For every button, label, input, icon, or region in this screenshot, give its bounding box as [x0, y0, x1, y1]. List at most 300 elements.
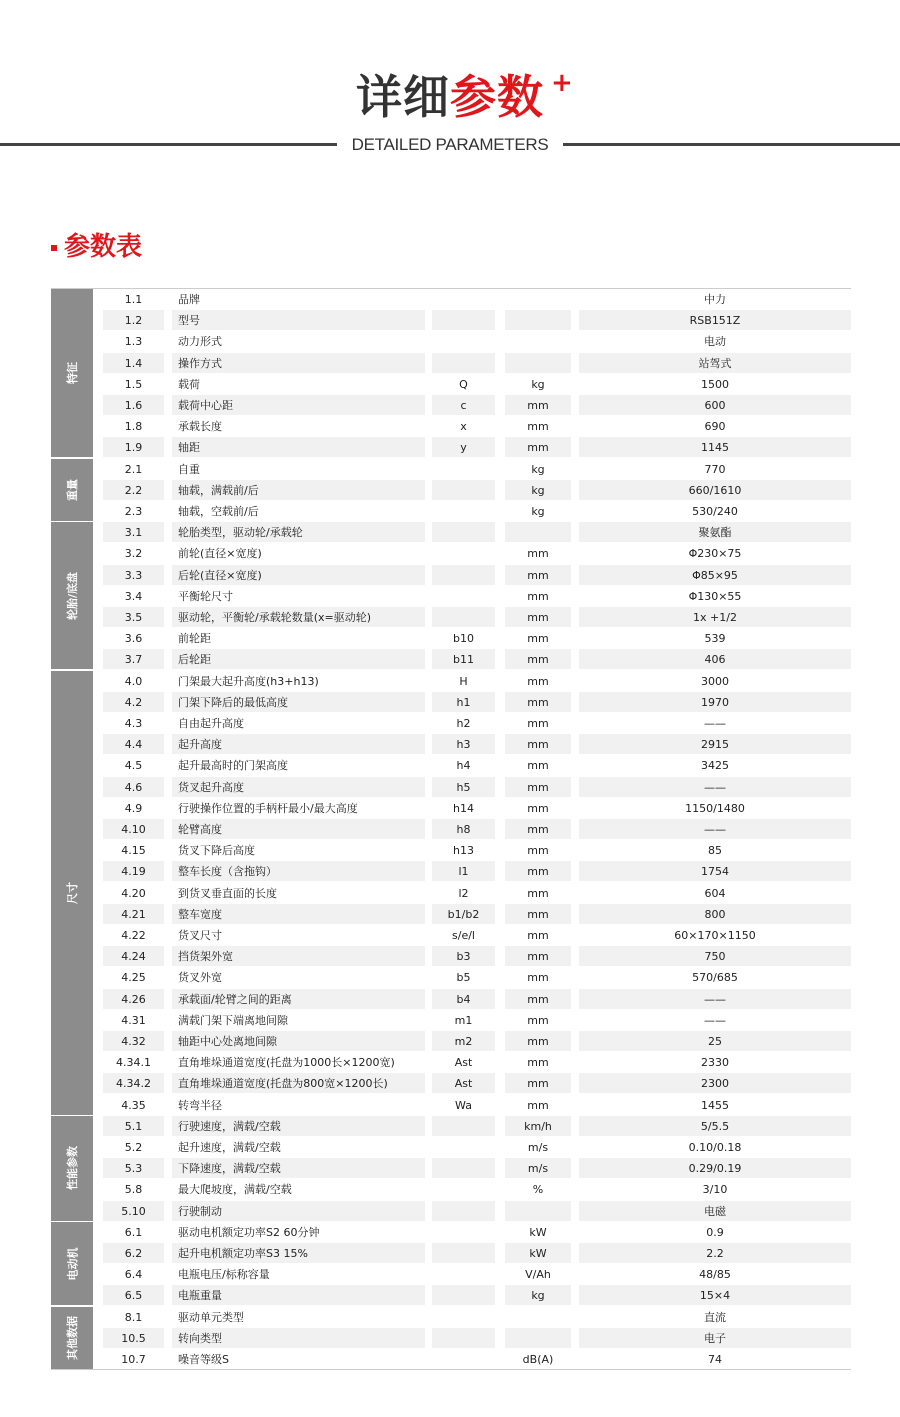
param-value: 3000	[701, 674, 729, 688]
table-row	[103, 1073, 851, 1094]
param-name: 货叉尺寸	[178, 929, 222, 942]
param-unit: mm	[505, 989, 571, 1009]
param-name: 满载门架下端离地间隙	[178, 1013, 288, 1027]
table-row	[103, 777, 851, 798]
param-symbol: h14	[453, 801, 474, 815]
param-unit: mm	[505, 777, 571, 797]
param-name: 转向类型	[172, 1328, 425, 1348]
param-unit: mm	[527, 1013, 549, 1027]
param-value: 中力	[704, 293, 726, 306]
param-symbol: b5	[456, 971, 471, 985]
param-number: 5.10	[103, 1201, 164, 1221]
param-name: 行驶制动	[172, 1201, 425, 1221]
table-row	[103, 522, 851, 543]
param-symbol: x	[460, 420, 467, 434]
param-symbol	[432, 586, 495, 606]
table-row	[103, 310, 851, 331]
param-number: 1.1	[124, 293, 143, 306]
param-number: 3.6	[124, 632, 143, 646]
table-row	[103, 967, 851, 988]
param-number: 4.25	[121, 971, 146, 985]
param-value: 604	[704, 886, 726, 900]
group-label-cell	[51, 459, 93, 521]
param-value: 电子	[579, 1328, 851, 1348]
param-name: 轴载，空载前/后	[178, 505, 259, 518]
param-symbol: b11	[432, 649, 495, 669]
param-name: 直角堆垛通道宽度(托盘为800宽×1200长)	[172, 1073, 425, 1093]
param-unit: mm	[505, 861, 571, 881]
param-symbol: Ast	[454, 1056, 473, 1070]
param-symbol	[432, 1222, 495, 1242]
table-row	[103, 480, 851, 501]
table-row	[103, 925, 851, 946]
section-marker-icon	[51, 245, 57, 251]
param-unit	[505, 522, 571, 542]
param-name: 自重	[178, 462, 200, 476]
param-unit: mm	[527, 632, 549, 646]
param-unit: %	[532, 1183, 544, 1197]
param-unit: mm	[527, 759, 549, 773]
param-unit: kg	[531, 462, 545, 476]
param-symbol	[432, 310, 495, 330]
param-unit: mm	[505, 734, 571, 754]
table-row	[103, 840, 851, 861]
param-number: 4.15	[121, 844, 146, 858]
param-name: 驱动单元类型	[178, 1310, 244, 1324]
param-number: 4.26	[103, 989, 164, 1009]
param-number: 4.31	[121, 1013, 146, 1027]
param-value: 570/685	[692, 971, 738, 985]
table-row	[103, 416, 851, 437]
param-name: 挡货架外宽	[172, 946, 425, 966]
table-row	[103, 1285, 851, 1306]
param-unit: mm	[505, 437, 571, 457]
param-number: 4.22	[121, 929, 146, 942]
table-row	[103, 1328, 851, 1349]
param-symbol	[432, 331, 495, 351]
param-name: 品牌	[178, 293, 200, 306]
param-value: 25	[579, 1031, 851, 1051]
param-number: 4.3	[124, 717, 143, 730]
param-name: 转弯半径	[178, 1098, 222, 1112]
table-row	[103, 374, 851, 395]
param-name: 整车宽度	[172, 904, 425, 924]
param-unit: mm	[505, 649, 571, 669]
param-symbol: h5	[432, 777, 495, 797]
table-row	[103, 628, 851, 649]
param-value: Φ130×55	[688, 589, 742, 603]
param-value: 2.2	[579, 1243, 851, 1263]
param-number: 1.9	[103, 437, 164, 457]
param-value: 3425	[701, 759, 729, 773]
param-unit: mm	[527, 420, 549, 434]
param-value: 直流	[704, 1310, 726, 1324]
title-red-part: 参数	[450, 70, 544, 124]
table-row	[103, 649, 851, 670]
param-name: 电瓶电压/标称容量	[178, 1268, 270, 1282]
table-row	[103, 946, 851, 967]
param-symbol	[432, 1264, 495, 1284]
param-number: 4.21	[103, 904, 164, 924]
param-number: 4.5	[124, 759, 143, 773]
param-name: 驱动轮，平衡轮/承载轮数量(x=驱动轮)	[172, 607, 425, 627]
table-row	[103, 671, 851, 692]
table-row	[103, 437, 851, 458]
param-unit	[505, 310, 571, 330]
param-unit	[505, 289, 571, 309]
param-unit	[505, 1328, 571, 1348]
param-name: 起升速度，满载/空载	[178, 1141, 281, 1154]
param-symbol	[432, 1158, 495, 1178]
param-symbol: y	[432, 437, 495, 457]
table-row	[103, 1264, 851, 1285]
table-row	[103, 755, 851, 776]
param-unit: kg	[531, 377, 545, 391]
param-symbol	[432, 1285, 495, 1305]
table-row	[103, 543, 851, 564]
param-number: 5.8	[124, 1183, 143, 1197]
param-name: 轮胎类型，驱动轮/承载轮	[172, 522, 425, 542]
table-row	[103, 1010, 851, 1031]
param-unit: mm	[505, 946, 571, 966]
page-subtitle: DETAILED PARAMETERS	[351, 135, 549, 154]
plus-icon: +	[551, 68, 573, 98]
param-symbol	[432, 565, 495, 585]
table-row	[103, 713, 851, 734]
table-row	[103, 1052, 851, 1073]
param-symbol: Ast	[432, 1073, 495, 1093]
param-number: 4.32	[103, 1031, 164, 1051]
param-number: 1.4	[103, 353, 164, 373]
param-number: 3.7	[103, 649, 164, 669]
table-bottom-border	[51, 1369, 851, 1370]
param-symbol	[432, 607, 495, 627]
table-row	[103, 861, 851, 882]
param-unit: kW	[529, 1225, 547, 1239]
table-row	[103, 883, 851, 904]
param-number: 4.19	[103, 861, 164, 881]
param-number: 4.2	[103, 692, 164, 712]
group-label: 特征	[66, 362, 79, 385]
param-value: 1500	[701, 377, 729, 391]
param-value: 电动	[704, 335, 726, 349]
param-value: 85	[708, 844, 722, 858]
param-name: 前轮距	[178, 632, 211, 646]
param-number: 5.1	[103, 1116, 164, 1136]
param-value: 750	[579, 946, 851, 966]
param-name: 平衡轮尺寸	[178, 589, 233, 603]
table-row	[103, 904, 851, 925]
table-row	[103, 1158, 851, 1179]
param-unit: mm	[505, 1031, 571, 1051]
param-name: 起升高度	[172, 734, 425, 754]
param-name: 载荷	[178, 377, 200, 391]
param-unit: mm	[527, 717, 549, 730]
param-number: 3.1	[103, 522, 164, 542]
param-symbol	[432, 289, 495, 309]
param-value: 770	[704, 462, 726, 476]
param-unit: km/h	[505, 1116, 571, 1136]
param-name: 操作方式	[172, 353, 425, 373]
param-value: 800	[579, 904, 851, 924]
param-number: 10.5	[103, 1328, 164, 1348]
param-name: 驱动电机额定功率S2 60分钟	[178, 1225, 320, 1239]
param-symbol	[432, 1116, 495, 1136]
param-number: 3.3	[103, 565, 164, 585]
table-row	[103, 1116, 851, 1137]
param-name: 轴距中心处离地间隙	[172, 1031, 425, 1051]
param-unit	[505, 1307, 571, 1327]
param-number: 4.4	[103, 734, 164, 754]
param-symbol: Q	[459, 377, 468, 391]
param-value: 聚氨酯	[579, 522, 851, 542]
param-unit: mm	[527, 886, 549, 900]
param-unit	[505, 1201, 571, 1221]
param-name: 型号	[172, 310, 425, 330]
param-name: 到货叉垂直面的长度	[178, 886, 277, 900]
group-label: 尺寸	[66, 881, 79, 904]
param-name: 门架下降后的最低高度	[172, 692, 425, 712]
param-unit: m/s	[505, 1158, 571, 1178]
param-unit: mm	[505, 565, 571, 585]
param-unit: mm	[527, 674, 549, 688]
param-number: 6.1	[124, 1225, 143, 1239]
param-value: 530/240	[692, 505, 738, 518]
param-number: 4.9	[124, 801, 143, 815]
table-row	[103, 1307, 851, 1328]
param-value: RSB151Z	[579, 310, 851, 330]
param-symbol: h3	[432, 734, 495, 754]
param-name: 整车长度（含拖钩）	[172, 861, 425, 881]
param-unit: mm	[527, 844, 549, 858]
param-number: 2.1	[124, 462, 143, 476]
group-label-cell	[51, 1307, 93, 1369]
param-value: 690	[704, 420, 726, 434]
group-label: 轮胎/底盘	[66, 571, 79, 620]
param-value: Φ230×75	[688, 547, 742, 561]
group-label-cell	[51, 1116, 93, 1221]
page-title	[0, 62, 900, 132]
param-unit: mm	[527, 929, 549, 942]
param-symbol	[432, 522, 495, 542]
param-name: 自由起升高度	[178, 717, 244, 730]
param-value: 1455	[701, 1098, 729, 1112]
param-unit: mm	[505, 692, 571, 712]
param-value: 3/10	[702, 1183, 728, 1197]
param-number: 5.3	[103, 1158, 164, 1178]
param-name: 门架最大起升高度(h3+h13)	[178, 674, 319, 688]
table-row	[103, 565, 851, 586]
table-row	[103, 1179, 851, 1200]
param-number: 8.1	[124, 1310, 143, 1324]
param-unit: mm	[527, 801, 549, 815]
param-symbol: c	[432, 395, 495, 415]
table-row	[103, 1137, 851, 1158]
param-value: 电磁	[579, 1201, 851, 1221]
param-symbol: H	[459, 674, 468, 688]
param-symbol: h4	[456, 759, 471, 773]
param-value: 站驾式	[579, 353, 851, 373]
group-label-cell	[51, 522, 93, 669]
param-number: 2.3	[124, 505, 143, 518]
param-symbol: b3	[432, 946, 495, 966]
table-row	[103, 1201, 851, 1222]
param-unit: mm	[505, 1073, 571, 1093]
param-number: 4.20	[121, 886, 146, 900]
param-symbol: h13	[453, 844, 474, 858]
param-symbol: m2	[432, 1031, 495, 1051]
param-number: 2.2	[103, 480, 164, 500]
table-row	[103, 353, 851, 374]
param-value: 2330	[701, 1056, 729, 1070]
param-value: 539	[704, 632, 726, 646]
param-symbol: m1	[454, 1013, 473, 1027]
param-symbol	[432, 1179, 495, 1199]
table-row	[103, 289, 851, 310]
param-number: 1.2	[103, 310, 164, 330]
param-symbol	[432, 480, 495, 500]
param-symbol	[432, 1201, 495, 1221]
param-number: 4.6	[103, 777, 164, 797]
param-symbol: b1/b2	[432, 904, 495, 924]
table-row	[103, 1222, 851, 1243]
param-name: 行驶速度，满载/空载	[172, 1116, 425, 1136]
param-unit: kg	[531, 505, 545, 518]
param-value: 660/1610	[579, 480, 851, 500]
param-value: Φ85×95	[579, 565, 851, 585]
param-name: 轴距	[172, 437, 425, 457]
param-name: 后轮(直径×宽度)	[172, 565, 425, 585]
param-value: 15×4	[579, 1285, 851, 1305]
param-name: 下降速度，满载/空载	[172, 1158, 425, 1178]
param-value: 1754	[579, 861, 851, 881]
param-number: 4.10	[103, 819, 164, 839]
param-name: 噪音等级S	[178, 1353, 229, 1366]
param-unit: mm	[505, 819, 571, 839]
param-number: 6.5	[103, 1285, 164, 1305]
param-symbol	[432, 1307, 495, 1327]
param-value: 5/5.5	[579, 1116, 851, 1136]
group-label: 电动机	[66, 1247, 79, 1281]
param-name: 轮臂高度	[172, 819, 425, 839]
param-unit	[505, 353, 571, 373]
param-name: 前轮(直径×宽度)	[178, 547, 262, 561]
param-symbol: h1	[432, 692, 495, 712]
param-unit: kg	[505, 480, 571, 500]
param-unit: mm	[527, 971, 549, 985]
table-row	[103, 331, 851, 352]
group-label: 性能参数	[66, 1146, 79, 1191]
param-unit: mm	[505, 904, 571, 924]
param-value: ——	[579, 989, 851, 1009]
param-name: 承载长度	[178, 420, 222, 434]
param-unit	[505, 331, 571, 351]
table-row	[103, 395, 851, 416]
param-number: 1.3	[124, 335, 143, 349]
param-symbol: h2	[456, 717, 471, 730]
param-number: 1.6	[103, 395, 164, 415]
table-row	[103, 798, 851, 819]
param-unit: kW	[505, 1243, 571, 1263]
param-value: ——	[579, 777, 851, 797]
param-name: 直角堆垛通道宽度(托盘为1000长×1200宽)	[178, 1056, 395, 1070]
param-symbol	[432, 1349, 495, 1369]
param-symbol: h8	[432, 819, 495, 839]
param-value: 74	[708, 1353, 722, 1366]
param-unit: mm	[527, 1056, 549, 1070]
param-number: 1.8	[124, 420, 143, 434]
table-row	[103, 734, 851, 755]
param-number: 3.2	[124, 547, 143, 561]
table-row	[103, 1243, 851, 1264]
param-number: 6.4	[124, 1268, 143, 1282]
param-number: 6.2	[103, 1243, 164, 1263]
param-number: 10.7	[121, 1353, 146, 1366]
param-name: 起升最高时的门架高度	[178, 759, 288, 773]
param-value: 0.9	[706, 1225, 724, 1239]
param-unit: dB(A)	[522, 1353, 554, 1366]
param-number: 4.0	[124, 674, 143, 688]
table-row	[103, 1349, 851, 1370]
param-symbol	[432, 459, 495, 479]
param-name: 载荷中心距	[172, 395, 425, 415]
param-number: 3.4	[124, 589, 143, 603]
param-name: 最大爬坡度，满载/空载	[178, 1183, 292, 1197]
param-symbol: s/e/l	[452, 929, 475, 942]
param-value: 1145	[579, 437, 851, 457]
param-value: ——	[579, 819, 851, 839]
table-row	[103, 692, 851, 713]
group-label-cell	[51, 289, 93, 457]
param-number: 5.2	[124, 1141, 143, 1154]
group-label: 其他数据	[66, 1315, 79, 1360]
param-name: 行驶操作位置的手柄杆最小/最大高度	[178, 801, 358, 815]
table-row	[103, 989, 851, 1010]
param-symbol	[432, 543, 495, 563]
table-row	[103, 586, 851, 607]
param-name: 货叉下降后高度	[178, 844, 255, 858]
title-dark-part: 详细	[356, 70, 450, 124]
param-value: 0.10/0.18	[688, 1141, 742, 1154]
param-symbol	[432, 1328, 495, 1348]
param-name: 货叉外宽	[178, 971, 222, 985]
param-value: 48/85	[699, 1268, 731, 1282]
param-symbol: b10	[453, 632, 474, 646]
param-symbol: l1	[432, 861, 495, 881]
table-row	[103, 501, 851, 522]
param-unit: mm	[527, 589, 549, 603]
param-number: 3.5	[103, 607, 164, 627]
group-label-cell	[51, 1222, 93, 1306]
param-unit: V/Ah	[525, 1268, 551, 1282]
table-row	[103, 607, 851, 628]
param-name: 电瓶重量	[172, 1285, 425, 1305]
param-value: 2915	[579, 734, 851, 754]
section-title: 参数表	[64, 232, 143, 262]
table-row	[103, 459, 851, 480]
param-unit: kg	[505, 1285, 571, 1305]
param-unit: mm	[527, 547, 549, 561]
param-value: 0.29/0.19	[579, 1158, 851, 1178]
param-symbol	[432, 1137, 495, 1157]
param-unit: m/s	[527, 1141, 549, 1154]
param-unit: mm	[505, 607, 571, 627]
table-row	[103, 819, 851, 840]
param-symbol	[432, 1243, 495, 1263]
param-name: 动力形式	[178, 335, 222, 349]
param-value: ——	[704, 717, 726, 730]
param-value: 60×170×1150	[674, 929, 756, 942]
